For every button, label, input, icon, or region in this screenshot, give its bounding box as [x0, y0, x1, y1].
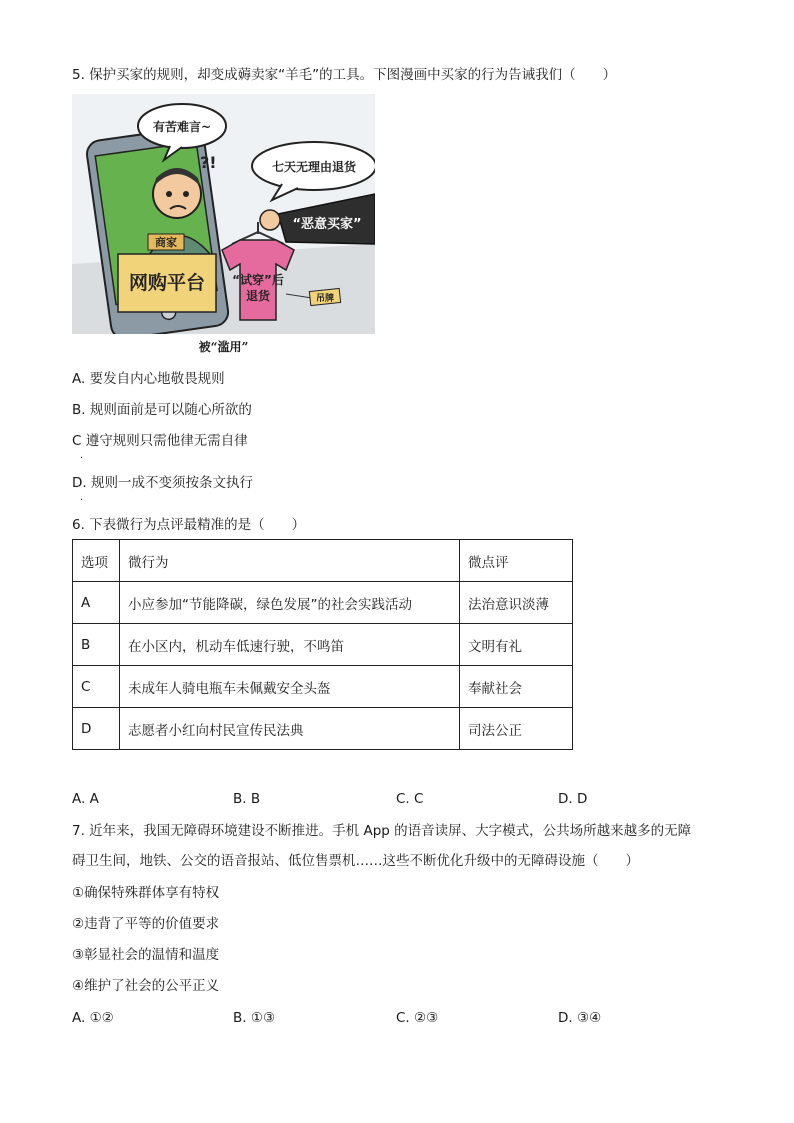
table-cell: 法治意识淡薄 [460, 582, 573, 624]
q6-stem: 6. 下表微行为点评最精准的是（ ） [72, 517, 306, 533]
q6-option-a[interactable]: A. A [72, 791, 99, 807]
q7-stem-line-1: 7. 近年来，我国无障碍环境建设不断推进。手机 App 的语音读屏、大字模式，公共场所越来越多的无障 [72, 823, 692, 839]
q6-option-c[interactable]: C. C [396, 791, 424, 807]
table-cell: 文明有礼 [460, 624, 573, 666]
q5-option-d[interactable]: D. 规则一成不变须按条文执行 [72, 475, 253, 491]
cartoon-label-seller: 商家 [155, 236, 177, 249]
q7-options [72, 1009, 772, 1027]
q7-item-3: ③彰显社会的温情和温度 [72, 947, 220, 963]
option-c-dot: . [80, 450, 84, 461]
q6-option-d[interactable]: D. D [558, 791, 588, 807]
table-row [73, 708, 573, 750]
cartoon-illustration [72, 94, 375, 334]
q7-option-c[interactable]: C. ②③ [396, 1010, 439, 1026]
cartoon-bubble-seller: 有苦难言~ [152, 120, 212, 134]
table-header-cell: 选项 [73, 540, 120, 582]
q7-option-d[interactable]: D. ③④ [558, 1010, 602, 1026]
q6-table [72, 539, 573, 750]
cartoon-caption: 被“滥用” [198, 340, 249, 354]
q7-item-4: ④维护了社会的公平正义 [72, 978, 220, 994]
table-header-cell: 微行为 [120, 540, 460, 582]
q7-item-2: ②违背了平等的价值要求 [72, 916, 220, 932]
q7-stem-line-2: 碍卫生间，地铁、公交的语音报站、低位售票机……这些不断优化升级中的无障碍设施（ ） [72, 853, 639, 869]
svg-text:?!: ?! [200, 153, 217, 172]
table-cell: 在小区内，机动车低速行驶，不鸣笛 [120, 624, 460, 666]
table-row [73, 666, 573, 708]
table-cell: A [73, 582, 120, 624]
cartoon-label-buyer: “恶意买家” [292, 217, 362, 232]
table-cell: 志愿者小红向村民宣传民法典 [120, 708, 460, 750]
cartoon-label-platform: 网购平台 [128, 272, 206, 294]
q5-option-a[interactable]: A. 要发自内心地敬畏规则 [72, 371, 225, 387]
cartoon-label-shirt-2: 退货 [245, 289, 271, 303]
q6-option-b[interactable]: B. B [233, 791, 261, 807]
q5-option-c[interactable]: C 遵守规则只需他律无需自律 [72, 433, 248, 449]
table-cell: D [73, 708, 120, 750]
q7-option-a[interactable]: A. ①② [72, 1010, 114, 1026]
table-row [73, 582, 573, 624]
cartoon-label-shirt-1: “试穿”后 [232, 273, 284, 287]
table-cell: 奉献社会 [460, 666, 573, 708]
table-cell: 小应参加“节能降碳，绿色发展”的社会实践活动 [120, 582, 460, 624]
table-cell: 未成年人骑电瓶车未佩戴安全头盔 [120, 666, 460, 708]
table-row [73, 624, 573, 666]
q5-stem: 5. 保护买家的规则，却变成薅卖家“羊毛”的工具。下图漫画中买家的行为告诫我们（ ） [72, 67, 617, 83]
table-cell: B [73, 624, 120, 666]
q5-option-b[interactable]: B. 规则面前是可以随心所欲的 [72, 402, 252, 418]
cartoon-bubble-buyer: 七天无理由退货 [271, 160, 357, 174]
table-cell: C [73, 666, 120, 708]
table-header-row [73, 540, 573, 582]
option-d-dot: . [80, 492, 84, 503]
q6-options [72, 790, 772, 808]
table-cell: 司法公正 [460, 708, 573, 750]
table-header-cell: 微点评 [460, 540, 573, 582]
cartoon-label-tag: 吊牌 [315, 294, 335, 304]
q7-option-b[interactable]: B. ①③ [233, 1010, 276, 1026]
q7-item-1: ①确保特殊群体享有特权 [72, 885, 220, 901]
